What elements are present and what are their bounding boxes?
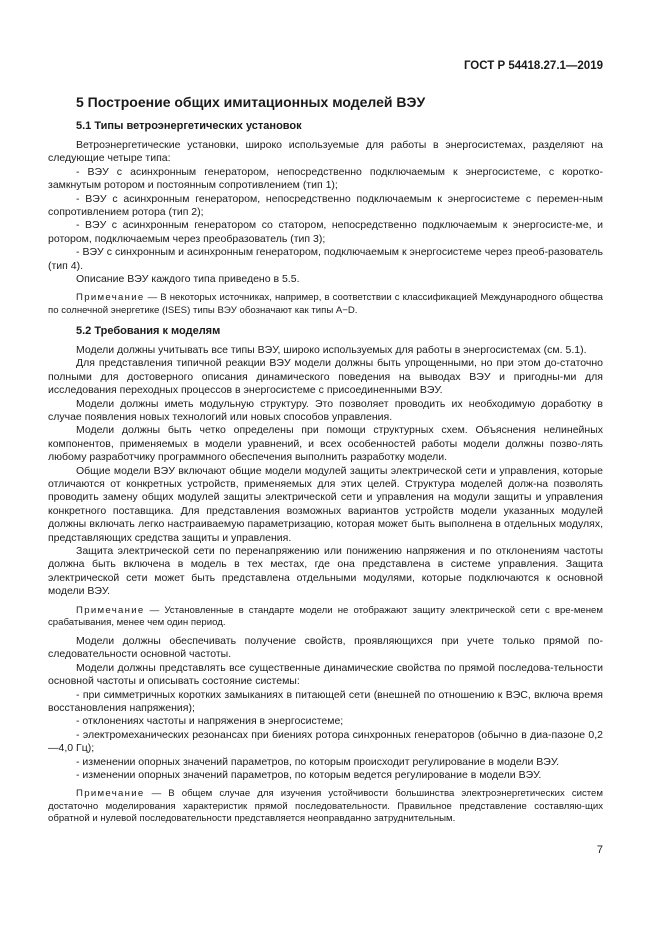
note-label: Примечание [76,604,145,616]
paragraph: Модели должны обеспечивать получение свойств, проявляющихся при учете только прямой по-следовательности основной частоты. [48,635,603,661]
paragraph: Модели должны учитывать все типы ВЭУ, широко используемых для работы в энергосистемах (см. 5.1). [76,343,587,356]
paragraph: Для представления типичной реакции ВЭУ модели должны быть упрощенными, но при этом до-статочно полными для достоверного описания динамического поведения на выводах ВЭУ и пригодны-ми для исследования переходных процессов в энергосистеме с присоединенными ВЭУ. [48,357,603,397]
subsection-5-1-body [48,139,603,286]
list-item: - ВЭУ с асинхронным генератором, непосредственно подключаемым к энергосистеме с перемен-ным сопротивлением ротора (тип 2); [48,192,603,219]
paragraph: Модели должны быть четко определены при помощи структурных схем. Объяснения нелинейных компонентов, применяемых в модели уравнений, и всех особенностей работы модели должны позво-лять любому разработчику программного обеспечения выполнить разработку модели. [48,424,603,464]
note-text: — Установленные в стандарте модели не отображают защиту электрической сети с вре-менем срабатывания, менее чем один период. [48,604,603,628]
paragraph: Защита электрической сети по перенапряжению или понижению напряжения и по отклонениям частоты должна быть включена в модель в тех местах, где она представлена в системе управления. Защита электрической сети может быть представлена отдельными модулями, которые подключаются к основной модели ВЭУ. [48,544,603,598]
list-item: - при симметричных коротких замыканиях в питающей сети (внешней по отношению к ВЭС, включа время восстановления напряжения); [48,688,603,715]
page-number: 7 [596,844,603,856]
list-item: - ВЭУ с асинхронным генератором со статором, непосредственно подключаемым к энергосисте-ме, и ротором, подключаемым через преобразователь (тип 3); [48,219,603,245]
paragraph: Общие модели ВЭУ включают общие модели модулей защиты электрической сети и управления, которые отличаются от конкретных устройств, применяемых для этих целей. Структура моделей долж-на позволять проводить замену общих модулей защиты электрической сети и управления на модули защиты и управления конкретного поставщика. Для представления возможных вариантов устройств модели указанных модулей должны включать легко настраиваемую параметризацию, которая может быть выполнена в отдельных модулях, представляющих средства защиты и управления. [48,464,603,544]
note-text: — В общем случае для изучения устойчивости большинства электроэнергетических систем достаточно моделирования характеристик прямой последовательности. Правильное представление составляю-щих обратной и нулевой последовательности представляется неоправданно затруднительным. [48,788,603,824]
note-3 [48,788,603,825]
list-item: - ВЭУ с асинхронным генератором, непосредственно подключаемым к энергосистеме, с коротко-замкнутым ротором и постоянным сопротивлением (тип 1); [48,165,603,192]
note-text: — В некоторых источниках, например, в соответствии с классификацией Международного общества по солнечной энергетике (ISES) типы ВЭУ обозначают как типы A−D. [48,292,603,316]
list-item: - отклонениях частоты и напряжения в энергосистеме; [76,715,344,728]
note-label: Примечание [76,292,145,304]
note-2 [48,605,603,629]
subsection-title-5-1: 5.1 Типы ветроэнергетических установок [76,120,302,132]
list-item: - ВЭУ с синхронным и асинхронным генератором, подключаемым к энергосистеме через преоб-разователь (тип 4). [48,246,603,272]
paragraph: Описание ВЭУ каждого типа приведено в 5.5. [76,273,300,286]
subsection-5-2-body [48,344,603,599]
subsection-5-2-body-continued [48,635,603,782]
document-page [48,0,603,935]
list-item: - электромеханических резонансах при биениях ротора синхронных генераторов (обычно в диа-пазоне 0,2—4,0 Гц); [48,728,603,755]
paragraph: Ветроэнергетические установки, широко используемые для работы в энергосистемах, разделяют на следующие четыре типа: [48,139,603,165]
note-1 [48,292,603,316]
standard-designation: ГОСТ Р 54418.27.1—2019 [463,60,603,72]
list-item: - изменении опорных значений параметров, по которым ведется регулирование в модели ВЭУ. [76,769,542,782]
list-item: - изменении опорных значений параметров, по которым происходит регулирование в модели ВЭУ. [76,755,560,768]
paragraph: Модели должны представлять все существенные динамические свойства по прямой последова-тельности основной частоты и описывать состояние системы: [48,661,603,688]
paragraph: Модели должны иметь модульную структуру. Это позволяет проводить их необходимую доработку в случае появления новых технологий или новых способов управления. [48,397,603,423]
page-content [48,92,603,831]
section-title: 5 Построение общих имитационных моделей ВЭУ [76,94,426,110]
subsection-title-5-2: 5.2 Требования к моделям [76,324,221,337]
note-label: Примечание [76,788,145,800]
